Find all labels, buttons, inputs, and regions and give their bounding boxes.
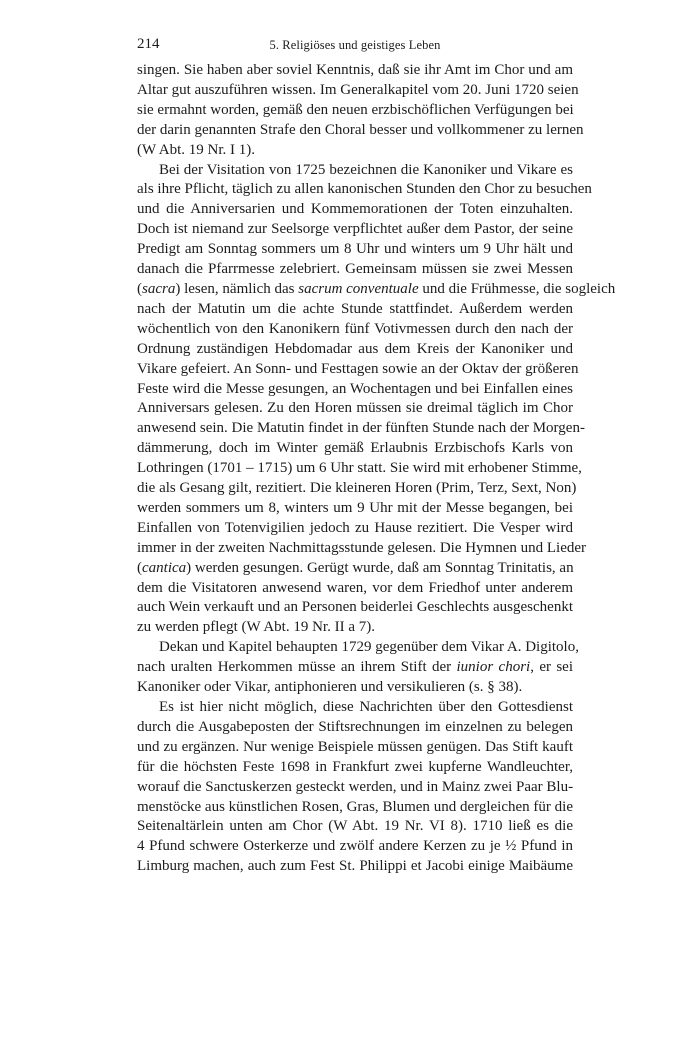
text-line xyxy=(137,817,573,837)
text-segment: und zu ergänzen. Nur wenige Beispiele müssen genügen. Das Stift kauft xyxy=(137,738,573,755)
text-line xyxy=(137,200,573,220)
text-line xyxy=(137,698,573,718)
text-segment: als ihre Pflicht, täglich zu allen kanonischen Stunden den Chor zu besuchen xyxy=(137,181,592,198)
text-line xyxy=(137,459,582,479)
text-line xyxy=(137,240,573,260)
page-number: 214 xyxy=(137,36,160,52)
text-segment: Doch ist niemand zur Seelsorge verpflichtet außer dem Pastor, der seine xyxy=(137,221,573,238)
text-segment: immer in der zweiten Nachmittagsstunde gelesen. Die Hymnen und Lieder xyxy=(137,539,587,556)
text-line xyxy=(137,857,573,877)
text-line xyxy=(137,758,573,778)
text-segment: Altar gut auszuführen wissen. Im Generalkapitel vom 20. Juni 1720 seien xyxy=(137,81,579,98)
text-line xyxy=(137,579,573,599)
text-line xyxy=(137,519,573,539)
text-line xyxy=(137,121,584,141)
text-line xyxy=(137,380,573,400)
text-segment: ) werden gesungen. Gerügt wurde, daß am Sonntag Trinitatis, an xyxy=(186,559,574,576)
text-line xyxy=(137,340,573,360)
text-line xyxy=(137,220,573,240)
text-segment: dem die Visitatoren anwesend waren, vor dem Friedhof unter anderem xyxy=(137,579,573,596)
paragraph xyxy=(137,161,616,639)
paragraph xyxy=(137,698,573,877)
text-segment: ) lesen, nämlich das xyxy=(175,280,299,297)
text-line xyxy=(137,61,573,81)
text-line xyxy=(137,81,579,101)
text-line xyxy=(137,678,573,698)
text-line xyxy=(137,439,573,459)
text-line xyxy=(137,101,573,121)
text-segment: Einfallen von Totenvigilien jedoch zu Hause rezitiert. Die Vesper wird xyxy=(137,519,573,536)
paragraph xyxy=(137,638,579,698)
text-line xyxy=(137,280,616,300)
text-segment: Predigt am Sonntag sommers um 8 Uhr und winters um 9 Uhr hält und xyxy=(137,241,573,258)
text-segment: Anniversars gelesen. Zu den Horen müssen sie dreimal täglich im Chor xyxy=(137,400,573,417)
text-segment: , er sei xyxy=(530,659,573,676)
text-line xyxy=(137,718,573,738)
text-segment: singen. Sie haben aber soviel Kenntnis, daß sie ihr Amt im Chor und am xyxy=(137,62,573,78)
text-segment: die als Gesang gilt, rezitiert. Die kleineren Horen (Prim, Terz, Sext, Non) xyxy=(137,480,577,497)
text-segment: für die höchsten Feste 1698 in Frankfurt zwei kupferne Wandleuchter, xyxy=(137,758,573,775)
text-segment: werden sommers um 8, winters um 9 Uhr mit der Messe begangen, bei xyxy=(137,499,573,516)
text-segment: Es ist hier nicht möglich, diese Nachrichten über den Gottesdienst xyxy=(159,699,573,715)
text-line xyxy=(137,837,573,857)
text-segment: Bei der Visitation von 1725 bezeichnen die Kanoniker und Vikare es xyxy=(159,161,573,178)
text-segment: wöchentlich von den Kanonikern fünf Votivmessen durch den nach der xyxy=(137,320,573,337)
text-line xyxy=(137,300,573,320)
text-segment: Kanoniker oder Vikar, antiphonieren und versikulieren (s. § 38). xyxy=(137,679,523,696)
paragraph xyxy=(137,61,584,161)
text-segment: Seitenaltärlein unten am Chor (W Abt. 19 Nr. VI 8). 1710 ließ es die xyxy=(137,818,573,835)
text-segment: der darin genannten Strafe den Choral besser und vollkommener zu lernen xyxy=(137,121,584,138)
text-segment: danach die Pfarrmesse zelebriert. Gemeinsam müssen sie zwei Messen xyxy=(137,261,573,278)
text-line xyxy=(137,180,592,200)
text-line xyxy=(137,320,573,340)
text-segment: nach uralten Herkommen müsse an ihrem Stift der xyxy=(137,659,457,676)
text-segment: auch Wein verkauft und an Personen beiderlei Geschlechts ausgeschenkt xyxy=(137,599,573,616)
text-line xyxy=(137,419,585,439)
text-line xyxy=(137,598,573,618)
text-line xyxy=(137,141,573,161)
text-segment: (W Abt. 19 Nr. I 1). xyxy=(137,141,256,158)
text-line xyxy=(137,778,573,798)
book-page xyxy=(137,32,616,877)
text-line xyxy=(137,738,573,758)
italic-term: sacra xyxy=(142,280,176,297)
page-header xyxy=(137,32,573,58)
text-line xyxy=(137,161,573,181)
text-segment: durch die Ausgabeposten der Stiftsrechnungen im einzelnen zu belegen xyxy=(137,718,573,735)
text-segment: worauf die Sanctuskerzen gesteckt werden, und in Mainz zwei Paar Blu- xyxy=(137,778,574,795)
text-segment: Dekan und Kapitel behaupten 1729 gegenüber dem Vikar A. Digitolo, xyxy=(159,639,579,656)
text-segment: dämmerung, doch im Winter gemäß Erlaubnis Erzbischofs Karls von xyxy=(137,440,573,457)
text-segment: 4 Pfund schwere Osterkerze und zwölf andere Kerzen zu je ½ Pfund in xyxy=(137,838,573,855)
text-line xyxy=(137,638,579,658)
italic-term: cantica xyxy=(142,559,187,576)
text-segment: Feste wird die Messe gesungen, an Wochentagen und bei Einfallen eines xyxy=(137,380,573,397)
italic-term: iunior chori xyxy=(456,659,531,676)
text-line xyxy=(137,618,573,638)
running-title: 5. Religiöses und geistiges Leben xyxy=(269,38,441,52)
text-line xyxy=(137,499,573,519)
italic-term: sacrum conventuale xyxy=(298,280,419,297)
text-line xyxy=(137,798,573,818)
text-segment: anwesend sein. Die Matutin findet in der fünften Stunde nach der Morgen- xyxy=(137,420,585,437)
text-line xyxy=(137,658,573,678)
body-text xyxy=(137,61,616,877)
text-segment: Vikare gefeiert. An Sonn- und Festtagen sowie an der Oktav der größeren xyxy=(137,360,579,377)
text-segment: Ordnung zuständigen Hebdomadar aus dem Kreis der Kanoniker und xyxy=(137,340,573,357)
text-segment: sie ermahnt worden, gemäß den neuen erzbischöflichen Verfügungen bei xyxy=(137,101,574,118)
text-line xyxy=(137,260,573,280)
text-segment: Lothringen (1701 – 1715) um 6 Uhr statt. Sie wird mit erhobener Stimme, xyxy=(137,460,582,477)
text-line xyxy=(137,539,587,559)
text-segment: und die Frühmesse, die sogleich xyxy=(418,280,616,297)
text-segment: Limburg machen, auch zum Fest St. Philippi et Jacobi einige Maibäume xyxy=(137,858,573,875)
text-segment: zu werden pflegt (W Abt. 19 Nr. II a 7). xyxy=(137,619,375,636)
text-segment: und die Anniversarien und Kommemorationen der Toten einzuhalten. xyxy=(137,201,573,218)
text-segment: nach der Matutin um die achte Stunde stattfindet. Außerdem werden xyxy=(137,300,573,317)
text-line xyxy=(137,479,577,499)
text-segment: ( xyxy=(137,559,142,576)
text-line xyxy=(137,559,573,579)
text-line xyxy=(137,399,573,419)
text-segment: ( xyxy=(137,280,142,297)
text-segment: menstöcke aus künstlichen Rosen, Gras, Blumen und dergleichen für die xyxy=(137,798,573,815)
text-line xyxy=(137,360,579,380)
